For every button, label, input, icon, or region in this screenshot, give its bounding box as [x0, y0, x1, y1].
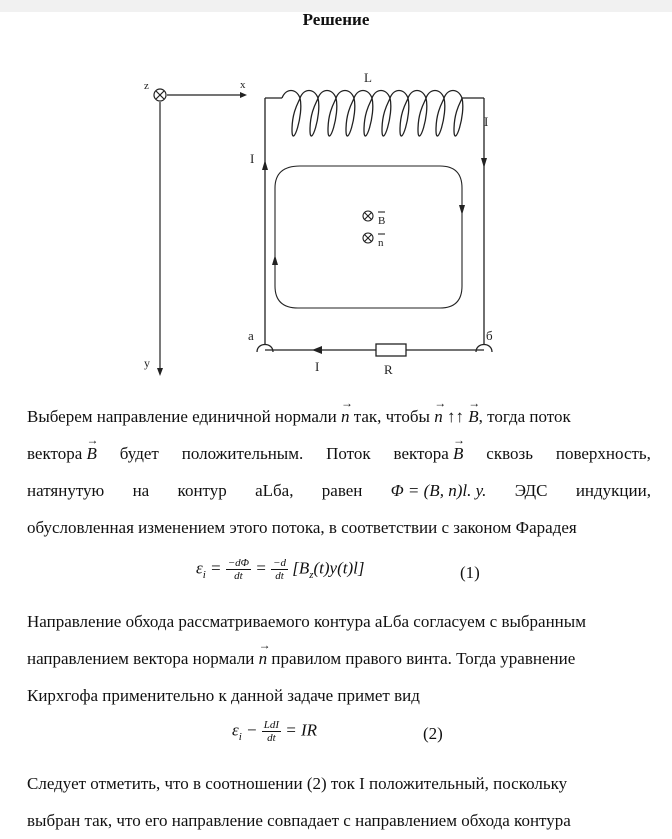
normal-vector: → n	[434, 398, 443, 435]
left-current-arrow	[262, 160, 268, 170]
bottom-bar	[265, 344, 484, 356]
fraction: $\frac{-d\Phi}{dt}$	[227, 557, 250, 582]
bottom-current-arrow	[312, 346, 322, 354]
flux-formula: Φ = (B, n)l. y.	[390, 481, 487, 500]
para1-line-4: обусловленная изменением этого потока, в соответствии с законом Фарадея	[27, 518, 577, 537]
para2-line-1: Направление обхода рассматриваемого контура aLба согласуем с выбранным	[27, 612, 586, 631]
para1-line-3: натянутую на контур aLба, равен Φ = (B, n)l. y. ЭДС индукции,	[27, 472, 651, 509]
equation-2-number: (2)	[423, 724, 443, 743]
node-a-label: a	[248, 328, 254, 343]
field-vector: → B	[87, 435, 97, 472]
y-axis-arrow	[157, 368, 163, 376]
field-vector: → B	[468, 398, 478, 435]
para2-line-3: Кирхгофа применительно к данной задаче примет вид	[27, 686, 420, 705]
normal-vector: → n	[259, 640, 268, 677]
field-B-label: B	[378, 215, 386, 227]
axis-z-label: z	[144, 80, 149, 92]
coil-label: L	[364, 70, 372, 85]
side-rails	[257, 98, 492, 352]
axis-y-label: y	[144, 356, 150, 370]
left-current-label: I	[250, 151, 255, 166]
para1-line-1: Выберем направление единичной нормали → n так, чтобы → n ↑↑ → B, тогда поток	[27, 398, 651, 435]
circuit-diagram	[0, 60, 672, 390]
normal-vector: → n	[341, 398, 350, 435]
equation-2: $\varepsilon_i$ − $\frac{\text{LdI}}{dt}$ = IR	[232, 719, 318, 744]
axis-x-label: x	[240, 79, 246, 91]
bottom-current-label: I	[315, 359, 320, 374]
para1-line-2: вектора → B будет положительным. Поток вектора → B сквозь поверхность,	[27, 435, 651, 472]
field-vector: → B	[453, 435, 463, 472]
para3-line-2: выбран так, что его направление совпадает с направлением обхода контура	[27, 811, 571, 830]
paragraph-1	[27, 398, 651, 546]
equation-1-number: (1)	[460, 563, 480, 582]
normal-n-label: n	[378, 237, 384, 249]
x-axis-arrow	[240, 92, 247, 98]
para2-line-2: направлением вектора нормали → n правилом правого винта. Тогда уравнение	[27, 640, 651, 677]
loop-arrow-left	[272, 255, 278, 265]
para3-line-1: Следует отметить, что в соотношении (2) ток I положительный, поскольку	[27, 774, 568, 793]
node-b-label: б	[486, 328, 493, 343]
coordinate-axes	[154, 89, 240, 370]
right-current-arrow	[481, 158, 487, 168]
inductor-coil	[265, 91, 484, 136]
resistor-label: R	[384, 362, 393, 377]
loop-arrow-right	[459, 205, 465, 215]
paragraph-2	[27, 603, 651, 714]
equation-1: $\varepsilon_i$ = $\frac{-d\Phi}{dt}$ = $\frac{-d}{dt}$ $[B_z(t)y(t)l]$	[196, 557, 365, 582]
fraction: $\frac{\text{LdI}}{dt}$	[263, 719, 280, 744]
paragraph-3	[27, 765, 651, 839]
fraction: $\frac{-d}{dt}$	[273, 557, 286, 582]
right-current-label: I	[484, 114, 489, 129]
section-title: Решение	[302, 10, 370, 29]
